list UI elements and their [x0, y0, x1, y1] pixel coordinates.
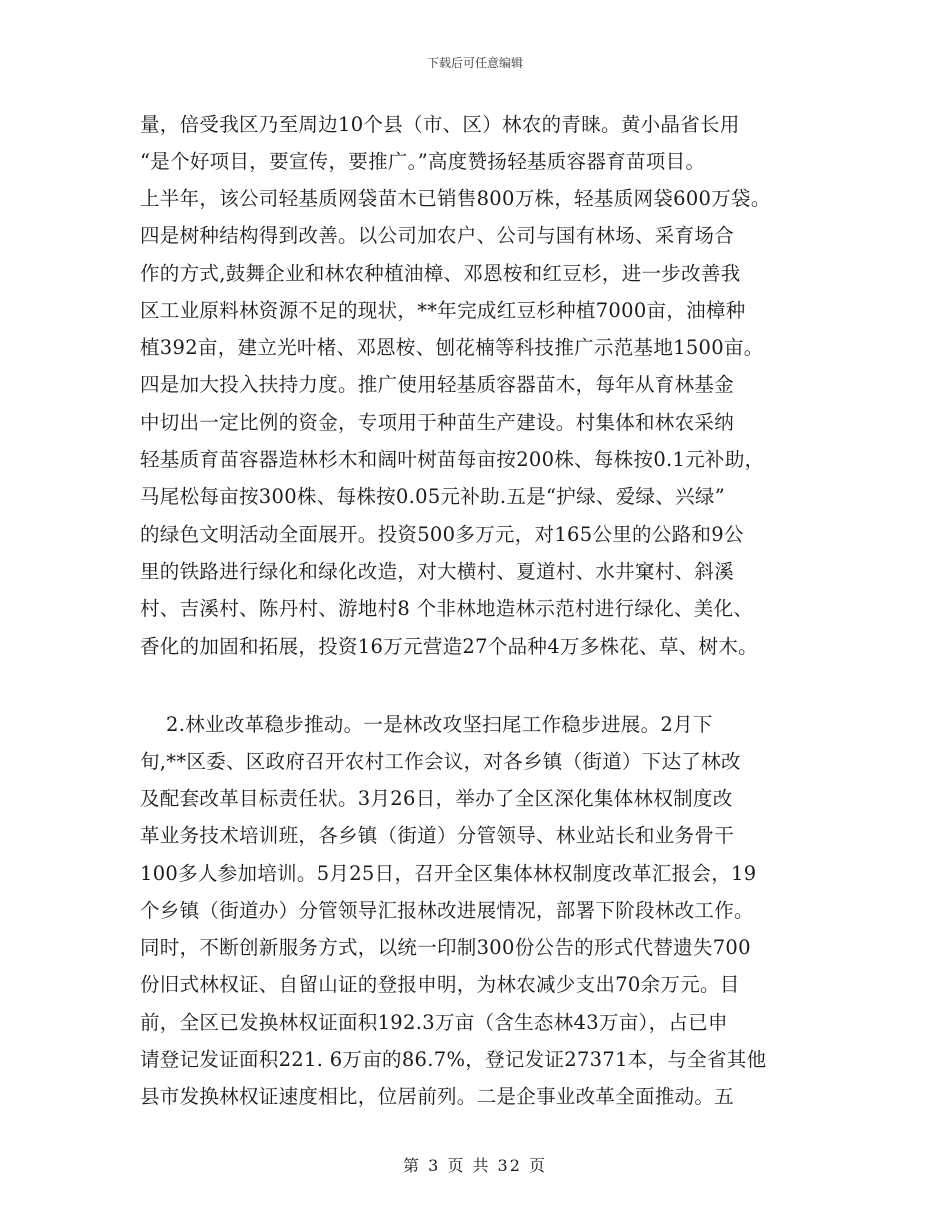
text-line: 四是树种结构得到改善。以公司加农户、公司与国有林场、采育场合 — [140, 224, 735, 247]
text-line: 100多人参加培训。5月25日，召开全区集体林权制度改革汇报会，19 — [140, 862, 757, 885]
page-header: 下载后可任意编辑 — [426, 56, 523, 70]
text-line: 前，全区已发换林权证面积192.3万亩（含生态林43万亩），占已申 — [140, 1011, 728, 1034]
text-line: 量，倍受我区乃至周边10个县（市、区）林农的青睐。黄小晶省长用 — [140, 113, 740, 136]
text-line: 区工业原料林资源不足的现状，**年完成红豆杉种植7000亩，油樟种 — [140, 299, 746, 322]
text-line: 革业务技术培训班，各乡镇（街道）分管领导、林业站长和业务骨干 — [140, 824, 735, 847]
text-line: 2.林业改革稳步推动。一是林改攻坚扫尾工作稳步进展。2月下 — [140, 713, 713, 736]
text-line: 的绿色文明活动全面展开。投资500多万元，对165公里的公路和9公 — [140, 523, 744, 546]
text-line: 中切出一定比例的资金，专项用于种苗生产建设。村集体和林农采纳 — [140, 411, 735, 434]
text-line: 四是加大投入扶持力度。推广使用轻基质容器苗木，每年从育林基金 — [140, 373, 735, 396]
text-line: 植392亩，建立光叶楮、邓恩桉、刨花楠等科技推广示范基地1500亩。 — [140, 336, 764, 359]
text-line: 请登记发证面积221. 6万亩的86.7%，登记发证27371本，与全省其他 — [140, 1048, 767, 1071]
text-line: 香化的加固和拓展，投资16万元营造27个品种4万多株花、草、树木。 — [140, 635, 758, 658]
text-line: 旬,**区委、区政府召开农村工作会议，对各乡镇（街道）下达了林改 — [140, 750, 741, 773]
text-line: 份旧式林权证、自留山证的登报申明，为林农减少支出70余万元。目 — [140, 973, 740, 996]
text-line: 上半年，该公司轻基质网袋苗木已销售800万株，轻基质网袋600万袋。 — [140, 187, 771, 210]
page-footer: 第 3 页 共 32 页 — [403, 1156, 547, 1175]
text-line: 同时，不断创新服务方式，以统一印制300份公告的形式代替遗失700 — [140, 936, 751, 959]
text-line: 村、吉溪村、陈丹村、游地村8 个非林地造林示范村进行绿化、美化、 — [140, 597, 754, 620]
text-line: 轻基质育苗容器造林杉木和阔叶树苗每亩按200株、每株按0.1元补助， — [140, 448, 765, 471]
text-line: “是个好项目，要宣传，要推广。”高度赞扬轻基质容器育苗项目。 — [140, 150, 706, 173]
text-line: 里的铁路进行绿化和绿化改造，对大横村、夏道村、水井窠村、斜溪 — [140, 560, 735, 583]
text-line: 作的方式,鼓舞企业和林农种植油樟、邓恩桉和红豆杉，进一步改善我 — [140, 262, 741, 285]
text-line: 马尾松每亩按300株、每株按0.05元补助.五是“护绿、爱绿、兴绿” — [140, 485, 725, 508]
text-line: 及配套改革目标责任状。3月26日，举办了全区深化集体林权制度改 — [140, 787, 733, 810]
text-line: 个乡镇（街道办）分管领导汇报林改进展情况，部署下阶段林改工作。 — [140, 899, 754, 922]
text-line: 县市发换林权证速度相比，位居前列。二是企事业改革全面推动。五 — [140, 1085, 735, 1108]
